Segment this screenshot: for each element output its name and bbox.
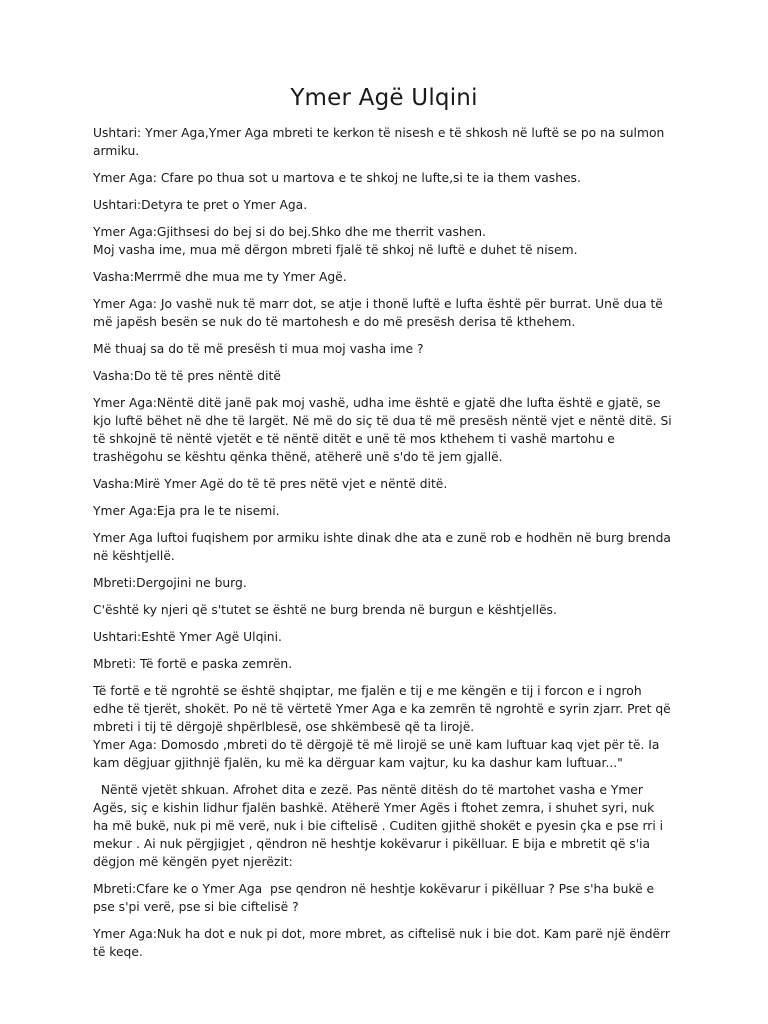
paragraph: Mbreti:Dergojini ne burg. bbox=[93, 576, 247, 590]
document-body bbox=[93, 124, 676, 970]
paragraph: Ymer Aga: Jo vashë nuk të marr dot, se atje i thonë luftë e lufta është për burrat. Unë dua të më japësh besën se nuk do të martohesh e do më presësh derisa të kthehem. bbox=[93, 297, 667, 329]
paragraph: Ymer Aga: Cfare po thua sot u martova e te shkoj ne lufte,si te ia them vashes. bbox=[93, 171, 581, 185]
paragraph: Ushtari: Ymer Aga,Ymer Aga mbreti te kerkon të nisesh e të shkosh në luftë se po na sulmon armiku. bbox=[93, 126, 669, 158]
paragraph: Ymer Aga:Nëntë ditë janë pak moj vashë, udha ime është e gjatë dhe lufta është e gjatë, se kjo luftë bëhet në dhe të largët. Në më do siç të dua të më presësh nëntë vjet e nëntë ditë. Si të shkojnë të nëntë vjetët e të nëntë ditët e unë të mos kthehem ti vashë martohu e trashëgohu se kështu qënka thënë, atëherë unë s'do të jem gjallë. bbox=[93, 396, 676, 464]
paragraph: Mbreti:Cfare ke o Ymer Aga pse qendron në heshtje kokëvarur i pikëlluar ? Pse s'ha bukë e pse s'pi verë, pse si bie ciftelisë ? bbox=[93, 882, 659, 914]
paragraph: Më thuaj sa do të më presësh ti mua moj vasha ime ? bbox=[93, 342, 424, 356]
paragraph: Vasha:Mirë Ymer Agë do të të pres nëtë vjet e nëntë ditë. bbox=[93, 477, 448, 491]
paragraph: Ymer Aga luftoi fuqishem por armiku ishte dinak dhe ata e zunë rob e hodhën në burg brenda në kështjellë. bbox=[93, 531, 675, 563]
paragraph: C'është ky njeri që s'tutet se është ne burg brenda në burgun e kështjellës. bbox=[93, 603, 557, 617]
document-title: Ymer Agë Ulqini bbox=[290, 85, 478, 111]
paragraph: Vasha:Do të të pres nëntë ditë bbox=[93, 369, 281, 383]
paragraph: Ymer Aga:Nuk ha dot e nuk pi dot, more mbret, as ciftelisë nuk i bie dot. Kam parë një ëndërr të keqe. bbox=[93, 927, 674, 959]
paragraph: Vasha:Merrmë dhe mua me ty Ymer Agë. bbox=[93, 270, 347, 284]
paragraph: Ymer Aga:Eja pra le te nisemi. bbox=[93, 504, 280, 518]
paragraph: Mbreti: Të fortë e paska zemrën. bbox=[93, 657, 293, 671]
paragraph: Ushtari:Detyra te pret o Ymer Aga. bbox=[93, 198, 308, 212]
paragraph: Ushtari:Eshtë Ymer Agë Ulqini. bbox=[93, 630, 282, 644]
paragraph: Ymer Aga:Gjithsesi do bej si do bej.Shko dhe me therrit vashen. Moj vasha ime, mua më dërgon mbreti fjalë të shkoj në luftë e duhet të nisem. bbox=[93, 225, 578, 257]
paragraph: Nëntë vjetët shkuan. Afrohet dita e zezë. Pas nëntë ditësh do të martohet vasha e Ymer Agës, siç e kishin lidhur fjalën bashkë. Atëherë Ymer Agës i ftohet zemra, i shuhet syri, nuk ha më bukë, nuk pi më verë, nuk i bie ciftelisë . Cuditen gjithë shokët e pyesin çka e pse rri i mekur . Ai nuk përgjigjet , qëndron në heshtje kokëvarur i pikëlluar. E bija e mbretit që s'ia dëgjon më këngën pyet njerëzit: bbox=[93, 783, 668, 869]
paragraph: Të fortë e të ngrohtë se është shqiptar, me fjalën e tij e me këngën e tij i forcon e i ngroh edhe të tjerët, shokët. Po në të vërtetë Ymer Aga e ka zemrën të ngrohtë e syrin zjarr. Pret që mbreti i tij të dërgojë shpërlblesë, ose shkëmbesë që ta lirojë. Ymer Aga: Domosdo ,mbreti do të dërgojë të më lirojë se unë kam luftuar kaq vjet për të. Ia kam dëgjuar gjithnjë fjalën, ku më ka dërguar kam vajtur, ku ka dashur kam luftuar..." bbox=[93, 684, 671, 770]
